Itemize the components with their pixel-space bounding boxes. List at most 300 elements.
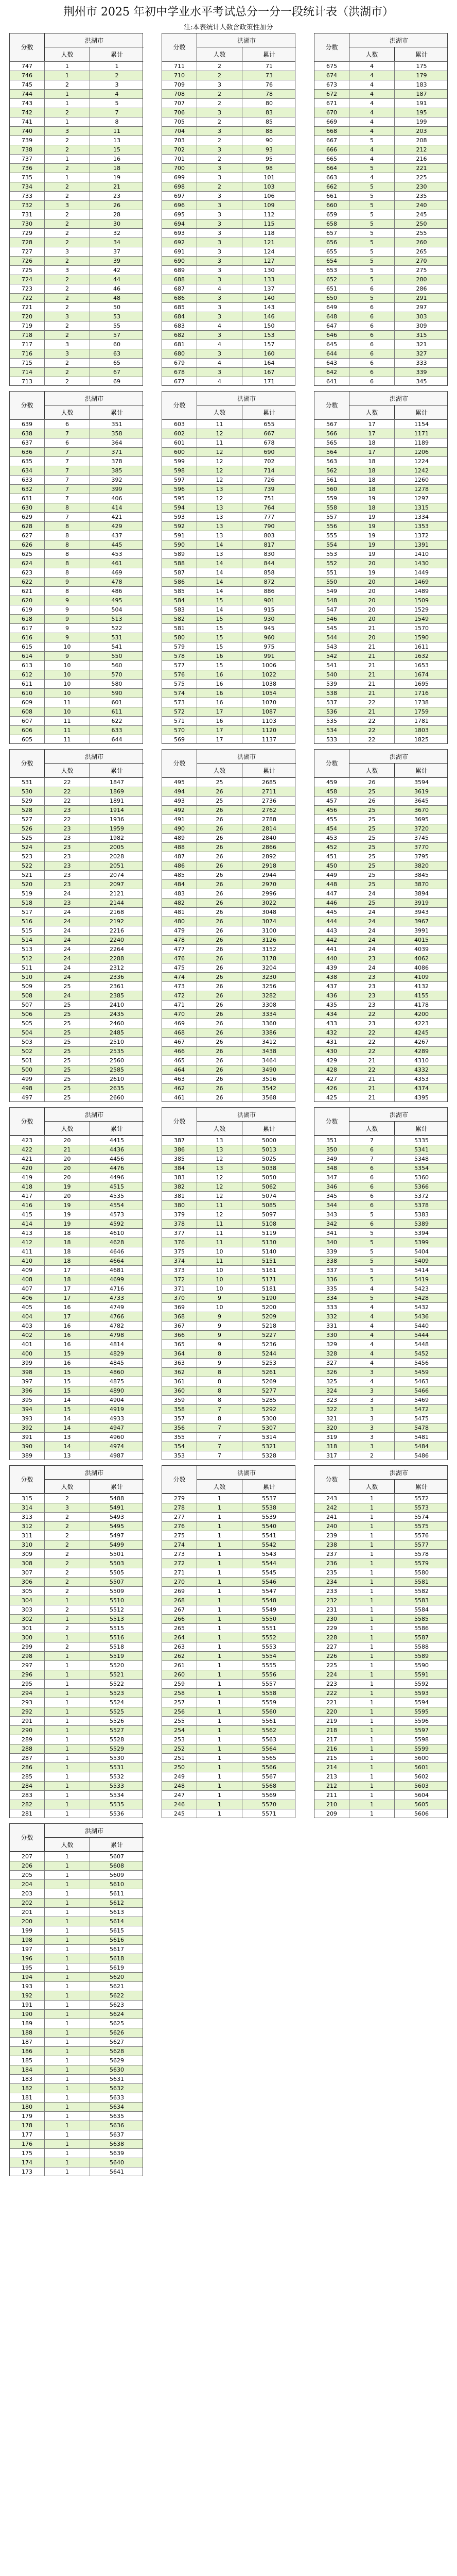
table-row: [10, 2102, 143, 2111]
cell-count: 2: [197, 182, 242, 191]
cell-count: 2: [45, 1522, 90, 1531]
cell-count: 26: [197, 1093, 242, 1102]
cell-cumulative: 5637: [110, 2131, 124, 2138]
table-row: [162, 972, 295, 981]
cell-cumulative: 644: [111, 736, 122, 743]
cell-score: 520: [10, 880, 45, 889]
cell-count: 2: [197, 62, 242, 71]
cell-cumulative: 4496: [110, 1174, 124, 1181]
cell-score: 254: [162, 1726, 197, 1735]
cell-score: 196: [10, 1954, 45, 1963]
cell-cumulative: 2216: [110, 927, 124, 934]
cell-score: 299: [10, 1642, 45, 1651]
cell-score: 190: [10, 2010, 45, 2019]
cell-count: 19: [45, 1210, 90, 1219]
cell-score: 639: [10, 420, 45, 429]
cell-count: 2: [45, 229, 90, 238]
cell-score: 613: [10, 661, 45, 670]
table-row: [314, 293, 447, 302]
cell-score: 401: [10, 1340, 45, 1349]
cell-count: 1: [45, 1726, 90, 1735]
table-row: [314, 1725, 447, 1735]
table-row: [10, 1377, 143, 1386]
cell-score: 297: [10, 1661, 45, 1670]
cell-count: 12: [197, 1210, 242, 1219]
cell-cumulative: 4782: [110, 1323, 124, 1329]
cell-score: 703: [162, 136, 197, 145]
cell-score: 646: [314, 331, 349, 340]
cell-cumulative: 5507: [110, 1579, 124, 1585]
cell-cumulative: 321: [416, 341, 427, 348]
cell-score: 559: [314, 494, 349, 503]
cell-cumulative: 280: [416, 276, 427, 283]
cell-cumulative: 5623: [110, 2002, 124, 2008]
cell-score: 594: [162, 503, 197, 512]
cell-score: 219: [314, 1717, 349, 1725]
cell-count: 2: [45, 1587, 90, 1596]
cell-count: 13: [197, 522, 242, 531]
cell-score: 415: [10, 1210, 45, 1219]
cell-count: 4: [349, 62, 395, 71]
table-row: [162, 1451, 295, 1460]
cell-cumulative: 327: [416, 350, 427, 357]
cell-score: 407: [10, 1284, 45, 1293]
table-row: [10, 2037, 143, 2046]
cell-cumulative: 601: [111, 699, 122, 706]
cell-count: 23: [45, 824, 90, 833]
cell-score: 210: [314, 1800, 349, 1809]
cell-score: 705: [162, 117, 197, 126]
table-row: [10, 1605, 143, 1614]
table-row: [314, 1293, 447, 1302]
cell-score: 284: [10, 1782, 45, 1790]
cell-score: 560: [314, 485, 349, 494]
table-row: [314, 89, 447, 98]
cell-cumulative: 5130: [262, 1239, 276, 1246]
cell-cumulative: 392: [111, 477, 122, 483]
table-row: [162, 944, 295, 954]
table-row: [314, 1586, 447, 1596]
table-row: [162, 623, 295, 633]
table-row: [314, 1349, 447, 1358]
cell-count: 2: [45, 1550, 90, 1558]
cell-score: 642: [314, 368, 349, 377]
cell-count: 18: [45, 1229, 90, 1238]
table-row: [10, 438, 143, 447]
cell-count: 16: [45, 1340, 90, 1349]
cell-score: 695: [162, 210, 197, 219]
table-row: [10, 475, 143, 484]
score-table: [162, 391, 295, 744]
table-row: [10, 135, 143, 145]
cell-score: 459: [314, 778, 349, 787]
table-row: [10, 1744, 143, 1753]
cell-count: 25: [349, 824, 395, 833]
cell-score: 430: [314, 1047, 349, 1056]
table-row: [162, 1182, 295, 1191]
cell-count: 23: [349, 1019, 395, 1028]
cell-score: 348: [314, 1164, 349, 1173]
cell-cumulative: 2336: [110, 974, 124, 980]
table-row: [10, 605, 143, 614]
cell-score: 651: [314, 284, 349, 293]
cell-count: 22: [349, 698, 395, 707]
cell-cumulative: 4178: [414, 1002, 429, 1008]
cell-cumulative: 5541: [262, 1532, 276, 1539]
cell-score: 736: [10, 164, 45, 173]
cell-score: 354: [162, 1442, 197, 1451]
cell-score: 542: [314, 652, 349, 660]
cell-cumulative: 4933: [110, 1415, 124, 1422]
table-row: [162, 1377, 295, 1386]
cell-count: 16: [45, 1359, 90, 1367]
cell-count: 26: [197, 926, 242, 935]
cell-score: 356: [162, 1423, 197, 1432]
cell-count: 25: [349, 843, 395, 852]
cell-score: 628: [10, 522, 45, 531]
table-row: [162, 558, 295, 568]
cell-cumulative: 4628: [110, 1239, 124, 1246]
cell-cumulative: 726: [263, 477, 275, 483]
cell-score: 626: [10, 540, 45, 549]
table-row: [314, 815, 447, 824]
cell-cumulative: 764: [263, 504, 275, 511]
cell-score: 546: [314, 615, 349, 623]
cell-count: 2: [45, 1559, 90, 1568]
table-row: [10, 796, 143, 805]
table-row: [162, 98, 295, 108]
cell-count: 1: [197, 1680, 242, 1688]
table-row: [314, 963, 447, 972]
cell-score: 293: [10, 1698, 45, 1707]
cell-cumulative: 830: [263, 551, 275, 557]
cell-cumulative: 5108: [262, 1221, 276, 1227]
cell-count: 4: [349, 145, 395, 154]
table-row: [162, 660, 295, 670]
table-row: [162, 1744, 295, 1753]
cell-count: 20: [45, 1155, 90, 1163]
cell-cumulative: 32: [113, 230, 120, 236]
cell-cumulative: 3919: [414, 900, 429, 906]
table-row: [314, 108, 447, 117]
table-row: [162, 725, 295, 735]
cell-cumulative: 4814: [110, 1341, 124, 1348]
cell-score: 203: [10, 1889, 45, 1898]
cell-score: 228: [314, 1633, 349, 1642]
table-row: [162, 605, 295, 614]
table-row: [10, 1716, 143, 1725]
table-row: [314, 126, 447, 135]
cell-score: 301: [10, 1624, 45, 1633]
cell-score: 418: [10, 1182, 45, 1191]
cell-count: 23: [45, 843, 90, 852]
table-row: [314, 512, 447, 521]
header-region: 洪湖市: [197, 1108, 296, 1122]
cell-cumulative: 5582: [414, 1588, 429, 1595]
cell-score: 513: [10, 945, 45, 954]
cell-count: 16: [197, 670, 242, 679]
cell-score: 488: [162, 843, 197, 852]
table-row: [10, 1633, 143, 1642]
cell-score: 713: [10, 377, 45, 386]
cell-count: 23: [349, 1001, 395, 1009]
cell-cumulative: 5583: [414, 1597, 429, 1604]
cell-cumulative: 5567: [262, 1773, 276, 1780]
cell-score: 540: [314, 670, 349, 679]
cell-cumulative: 4875: [110, 1378, 124, 1385]
table-row: [162, 1293, 295, 1302]
table-row: [314, 135, 447, 145]
cell-score: 691: [162, 247, 197, 256]
cell-cumulative: 5440: [414, 1323, 429, 1329]
table-row: [314, 1451, 447, 1460]
cell-count: 13: [45, 1451, 90, 1460]
cell-cumulative: 1006: [262, 662, 276, 669]
cell-cumulative: 140: [263, 295, 275, 301]
cell-score: 221: [314, 1698, 349, 1707]
table-row: [10, 1531, 143, 1540]
cell-cumulative: 4515: [110, 1183, 124, 1190]
table-row: [162, 1698, 295, 1707]
cell-count: 1: [197, 1698, 242, 1707]
header-cumulative: 累计: [90, 405, 144, 419]
cell-count: 20: [45, 1173, 90, 1182]
cell-cumulative: 2560: [110, 1057, 124, 1064]
cell-score: 598: [162, 466, 197, 475]
cell-cumulative: 5513: [110, 1616, 124, 1622]
header-count: 人数: [45, 405, 90, 419]
cell-count: 1: [197, 1624, 242, 1633]
cell-score: 637: [10, 438, 45, 447]
cell-cumulative: 2814: [262, 825, 276, 832]
cell-cumulative: 5085: [262, 1202, 276, 1209]
cell-cumulative: 216: [416, 156, 427, 162]
cell-cumulative: 5501: [110, 1551, 124, 1557]
cell-count: 2: [45, 1624, 90, 1633]
cell-cumulative: 1070: [262, 699, 276, 706]
header-score: 分数: [314, 1466, 349, 1494]
table-row: [314, 1679, 447, 1688]
cell-cumulative: 5423: [414, 1285, 429, 1292]
cell-count: 25: [45, 1010, 90, 1019]
cell-cumulative: 5181: [262, 1285, 276, 1292]
cell-count: 24: [349, 917, 395, 926]
cell-count: 1: [45, 1670, 90, 1679]
cell-score: 413: [10, 1229, 45, 1238]
cell-score: 480: [162, 917, 197, 926]
cell-cumulative: 5600: [414, 1755, 429, 1761]
cell-count: 1: [349, 1698, 395, 1707]
cell-score: 476: [162, 954, 197, 963]
cell-cumulative: 26: [113, 202, 120, 209]
cell-count: 22: [45, 778, 90, 787]
cell-cumulative: 5536: [110, 1810, 124, 1817]
table-row: [162, 852, 295, 861]
cell-score: 340: [314, 1238, 349, 1247]
table-row: [10, 2083, 143, 2093]
table-row: [314, 1707, 447, 1716]
table-row: [314, 935, 447, 944]
cell-count: 3: [45, 266, 90, 275]
cell-cumulative: 5622: [110, 1992, 124, 1999]
table-row: [10, 228, 143, 238]
cell-count: 1: [197, 1772, 242, 1781]
cell-cumulative: 351: [111, 421, 122, 428]
cell-cumulative: 817: [263, 541, 275, 548]
cell-score: 698: [162, 182, 197, 191]
table-row: [162, 1154, 295, 1163]
cell-cumulative: 2736: [262, 798, 276, 804]
cell-count: 4: [349, 1340, 395, 1349]
table-row: [314, 1521, 447, 1531]
cell-count: 23: [45, 871, 90, 879]
table-row: [162, 577, 295, 586]
cell-count: 1: [45, 1945, 90, 1954]
cell-score: 629: [10, 513, 45, 521]
table-row: [162, 238, 295, 247]
cell-score: 675: [314, 62, 349, 71]
table-row: [314, 256, 447, 265]
cell-cumulative: 5566: [262, 1764, 276, 1771]
table-row: [162, 1358, 295, 1367]
cell-cumulative: 5119: [262, 1230, 276, 1236]
cell-count: 1: [45, 2084, 90, 2093]
cell-count: 1: [349, 1494, 395, 1503]
table-row: [162, 521, 295, 531]
cell-cumulative: 469: [111, 569, 122, 576]
cell-score: 692: [162, 238, 197, 247]
cell-count: 6: [45, 420, 90, 429]
table-row: [10, 614, 143, 623]
cell-cumulative: 153: [263, 332, 275, 338]
cell-score: 189: [10, 2019, 45, 2028]
cell-cumulative: 1803: [414, 727, 429, 734]
cell-count: 5: [349, 192, 395, 200]
cell-cumulative: 1674: [414, 671, 429, 678]
table-row: [10, 1907, 143, 1917]
cell-score: 182: [10, 2084, 45, 2093]
cell-score: 383: [162, 1173, 197, 1182]
table-row: [314, 1154, 447, 1163]
cell-cumulative: 5565: [262, 1755, 276, 1761]
cell-score: 544: [314, 633, 349, 642]
cell-score: 516: [10, 917, 45, 926]
cell-count: 1: [349, 1680, 395, 1688]
cell-count: 6: [349, 284, 395, 293]
cell-cumulative: 270: [416, 258, 427, 264]
cell-cumulative: 5608: [110, 1862, 124, 1869]
table-row: [10, 1596, 143, 1605]
cell-score: 511: [10, 963, 45, 972]
cell-count: 26: [197, 991, 242, 1000]
score-table: [9, 1823, 143, 2176]
cell-cumulative: 1570: [414, 625, 429, 632]
cell-count: 3: [197, 331, 242, 340]
cell-count: 1: [197, 1503, 242, 1512]
table-row: [10, 2158, 143, 2167]
cell-score: 543: [314, 642, 349, 651]
cell-score: 471: [162, 1001, 197, 1009]
cell-score: 467: [162, 1038, 197, 1046]
table-row: [162, 586, 295, 596]
cell-score: 303: [10, 1605, 45, 1614]
cell-count: 2: [349, 1451, 395, 1460]
table-row: [162, 1651, 295, 1660]
cell-cumulative: 5624: [110, 2011, 124, 2018]
cell-score: 287: [10, 1754, 45, 1762]
table-row: [10, 1852, 143, 1861]
cell-score: 612: [10, 670, 45, 679]
table-row: [162, 126, 295, 135]
cell-count: 10: [45, 680, 90, 688]
table-row: [10, 1238, 143, 1247]
cell-score: 273: [162, 1550, 197, 1558]
cell-score: 381: [162, 1192, 197, 1200]
cell-cumulative: 5611: [110, 1890, 124, 1897]
cell-count: 6: [349, 340, 395, 349]
table-row: [314, 1753, 447, 1762]
cell-cumulative: 3334: [262, 1011, 276, 1018]
cell-score: 311: [10, 1531, 45, 1540]
cell-cumulative: 4476: [110, 1165, 124, 1172]
cell-count: 1: [45, 1809, 90, 1818]
cell-cumulative: 221: [416, 165, 427, 172]
cell-count: 6: [349, 331, 395, 340]
table-row: [10, 447, 143, 456]
table-row: [162, 1200, 295, 1210]
cell-score: 631: [10, 494, 45, 503]
table-row: [162, 466, 295, 475]
cell-score: 487: [162, 852, 197, 861]
cell-cumulative: 5610: [110, 1881, 124, 1888]
cell-score: 653: [314, 266, 349, 275]
cell-score: 404: [10, 1312, 45, 1321]
cell-cumulative: 437: [111, 532, 122, 539]
cell-cumulative: 130: [263, 267, 275, 274]
table-header: [314, 1108, 447, 1136]
cell-score: 360: [162, 1386, 197, 1395]
table-row: [10, 154, 143, 163]
cell-cumulative: 112: [263, 211, 275, 218]
table-row: [314, 614, 447, 623]
cell-cumulative: 5515: [110, 1625, 124, 1632]
table-row: [162, 191, 295, 200]
cell-cumulative: 67: [113, 369, 120, 376]
cell-count: 18: [349, 466, 395, 475]
cell-count: 2: [45, 331, 90, 340]
cell-cumulative: 5563: [262, 1736, 276, 1743]
cell-count: 4: [349, 90, 395, 98]
cell-count: 13: [197, 1136, 242, 1145]
cell-count: 4: [349, 1303, 395, 1312]
cell-count: 6: [349, 1201, 395, 1210]
cell-cumulative: 3894: [414, 890, 429, 897]
header-cumulative: 累计: [242, 764, 296, 777]
table-row: [10, 651, 143, 660]
score-table: [162, 1107, 295, 1460]
cell-count: 26: [197, 1028, 242, 1037]
table-row: [162, 438, 295, 447]
cell-cumulative: 69: [113, 378, 120, 385]
cell-count: 22: [349, 717, 395, 725]
cell-cumulative: 5509: [110, 1588, 124, 1595]
cell-score: 183: [10, 2075, 45, 2083]
cell-count: 1: [197, 1559, 242, 1568]
cell-count: 1: [45, 1615, 90, 1623]
cell-count: 26: [197, 834, 242, 842]
cell-count: 1: [45, 1800, 90, 1809]
table-row: [162, 1549, 295, 1558]
